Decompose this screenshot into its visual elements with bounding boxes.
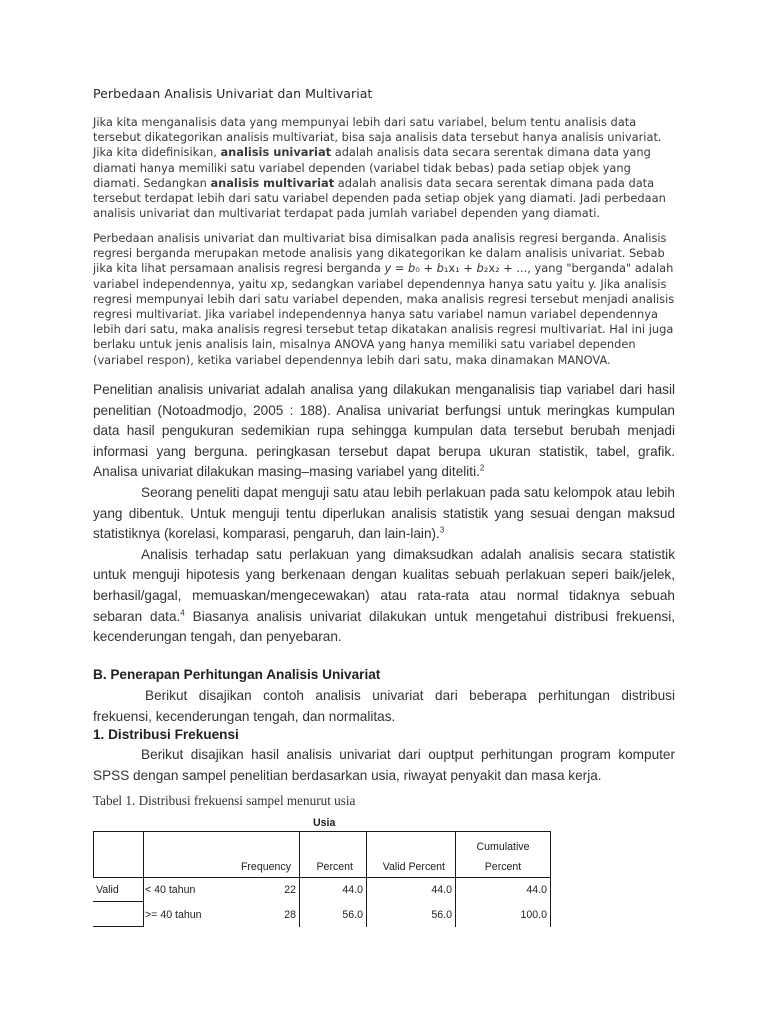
bold-term: analisis multivariat	[210, 175, 335, 190]
section-b-title: B. Penerapan Perhitungan Analisis Univariat	[93, 667, 381, 682]
table-rule-left	[93, 831, 94, 878]
header-valid-percent: Valid Percent	[382, 861, 445, 873]
cell-cumulative: 100.0	[520, 909, 547, 921]
footnote-marker: 3	[439, 525, 445, 535]
cell-percent: 44.0	[342, 884, 363, 896]
paragraph-researcher	[93, 483, 675, 545]
table-caption: Tabel 1. Distribusi frekuensi sampel menurut usia	[93, 793, 356, 808]
table-rule-bottom	[93, 926, 143, 927]
row-label: >= 40 tahun	[145, 909, 202, 921]
cell-frequency: 22	[284, 884, 296, 896]
row-label: < 40 tahun	[145, 884, 196, 896]
table-rule-row	[93, 901, 143, 902]
text-run: Analisis terhadap satu perlakuan yang dimaksudkan adalah analisis secara statistik untuk menguji hipotesis yang berkenaan dengan kualitas sebuah perlakuan seperi baik/jelek, berhasil/gagal, memuaskan/mengecewakan) atau rata-rata atau normal tidaknya sebuah sebaran data.	[93, 546, 675, 624]
cell-frequency: 28	[284, 909, 296, 921]
section-b-intro	[93, 686, 675, 727]
body-text	[93, 380, 675, 648]
paragraph-univariate-definition	[93, 380, 675, 483]
header-cumulative: Cumulative	[476, 841, 530, 853]
table-rule-right	[550, 831, 551, 927]
paragraph-definition	[93, 115, 675, 221]
row-group-label: Valid	[96, 884, 119, 896]
text-run: Seorang peneliti dapat menguji satu atau lebih perlakuan pada satu kelompok atau lebih yang dibentuk. Untuk menguji tentu diperlukan analisis statistik yang sesuai dengan maksud statistiknya (korelasi, komparasi, pengaruh, dan lain-lain).	[93, 484, 675, 542]
subsection-title: 1. Distribusi Frekuensi	[93, 727, 239, 742]
table-rule-header	[93, 877, 551, 878]
text-run: Jika kita menganalisis data yang mempunyai lebih dari satu variabel, belum tentu analisis data tersebut dikategorikan analisis multivariat, bisa saja analisis data tersebut hanya analisis univariat. Jika kita didefinisikan,	[93, 115, 662, 160]
text-run: ₂x₂ + ..., yang "berganda" adalah variabel independennya, yaitu xp, sedangkan variabel dependennya hanya satu yaitu y. Jika analisis regresi mempunyai lebih dari satu variabel dependen, maka analisis regresi tersebut menjadi analisis regresi multivariat. Jika variabel independennya hanya satu variabel namun variabel dependennya lebih dari satu, maka analisis regresi tersebut tetap dikatakan analisis regresi multivariat. Hal ini juga berlaku untuk jenis analisis lain, misalnya ANOVA yang hanya memiliki satu variabel dependen (variabel respon), ketika variabel dependennya lebih dari satu, maka dinamakan MANOVA.	[93, 261, 675, 367]
text-run: Penelitian analisis univariat adalah analisa yang dilakukan menganalisis tiap variabel dari hasil penelitian (Notoadmodjo, 2005 : 188). Analisa univariat berfungsi untuk meringkas kumpulan data hasil pengukuran sedemikian rupa sehingga kumpulan data tersebut berubah menjadi informasi yang berguna. peringkasan tersebut dapat berupa ukuran statistik, tabel, grafik. Analisa univariat dilakukan masing–masing variabel yang diteliti.	[93, 382, 675, 480]
text-run: adalah analisis data secara serentak dimana pada data tersebut terdapat lebih dari satu variabel dependen pada setiap objek yang diamati. Jadi perbedaan analisis univariat dan multivariat terdapat pada jumlah variabel dependen yang diamati.	[93, 175, 666, 221]
text-run: =	[391, 261, 409, 276]
formula-variable: b	[476, 261, 484, 276]
formula-variable: y	[384, 261, 392, 276]
footnote-marker: 2	[479, 463, 485, 473]
cell-cumulative: 44.0	[526, 884, 547, 896]
subsection-intro-text: Berikut disajikan hasil analisis univariat dari ouptput perhitungan program komputer SPSS dengan sampel penelitian berdasarkan usia, riwayat penyakit dan masa kerja.	[93, 747, 675, 783]
cell-percent: 56.0	[342, 909, 363, 921]
cell-valid-percent: 56.0	[431, 909, 452, 921]
bold-term: analisis univariat	[220, 145, 332, 160]
paragraph-treatment-analysis	[93, 545, 675, 648]
cell-valid-percent: 44.0	[431, 884, 452, 896]
header-cumulative-percent: Percent	[484, 861, 522, 873]
paragraph-regression-example	[93, 231, 675, 368]
text-run: Perbedaan analisis univariat dan multivariat bisa dimisalkan pada analisis regresi berganda. Analisis regresi berganda merupakan metode analisis yang dikategorikan ke dalam analisis univariat. Sebab jika kita lihat persamaan analisis regresi berganda	[93, 231, 667, 276]
text-run: ₁x₁ +	[443, 261, 477, 276]
table-rule-col1	[143, 831, 144, 927]
header-frequency: Frequency	[240, 861, 291, 873]
header-percent: Percent	[316, 861, 353, 873]
section-b-intro-text: Berikut disajikan contoh analisis univariat dari beberapa perhitungan distribusi frekuensi, kecenderungan tengah, dan normalitas.	[93, 688, 675, 724]
text-run: ₀ +	[415, 261, 437, 276]
text-run: Biasanya analisis univariat dilakukan untuk mengetahui distribusi frekuensi, kecenderungan tengah, dan penyebaran.	[93, 608, 676, 645]
footnote-marker: 4	[180, 608, 185, 617]
table-rule-top	[93, 831, 551, 832]
subsection-intro	[93, 745, 675, 786]
page-heading: Perbedaan Analisis Univariat dan Multivariat	[93, 86, 373, 101]
formula-variable: b	[436, 261, 444, 276]
text-run: adalah analisis data secara serentak dimana data yang diamati hanya memiliki satu variabel dependen (variabel tidak bebas) pada setiap objek yang diamati. Sedangkan	[93, 145, 651, 190]
table-title: Usia	[313, 817, 336, 829]
formula-variable: b	[408, 261, 416, 276]
frequency-table	[93, 831, 551, 927]
